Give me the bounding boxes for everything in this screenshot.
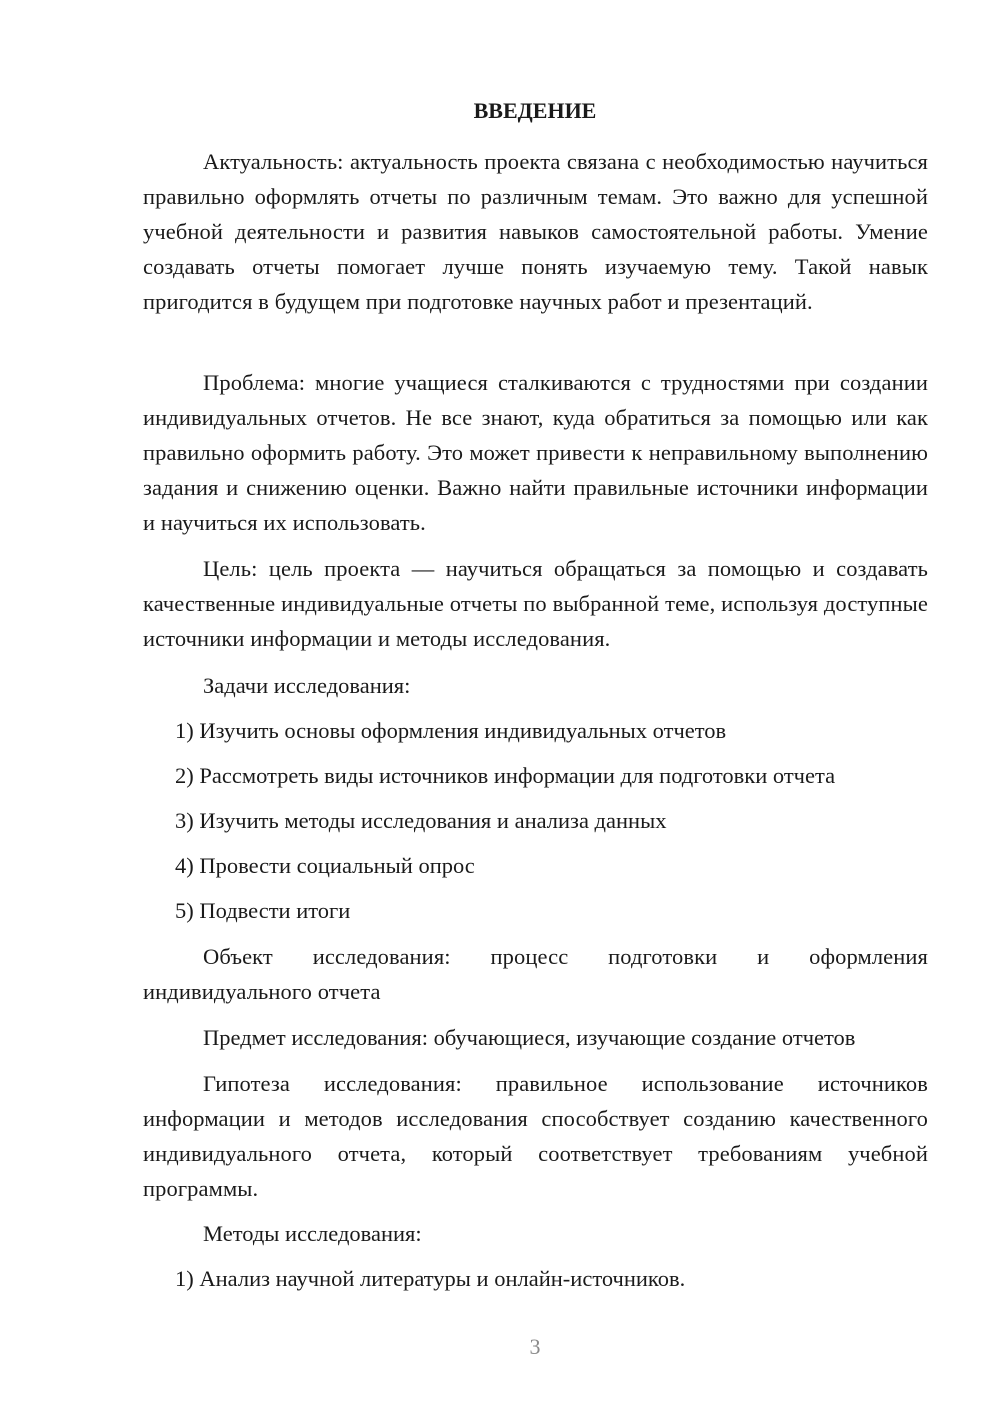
relevance-paragraph: Актуальность: актуальность проекта связана с необходимостью научиться правильно оформлять отчеты по различным темам. Это важно для успешной учебной деятельности и развития навыков самостоятельной работы. Умение создавать отчеты помогает лучше понять изучаемую тему. Такой навык пригодится в будущем при подготовке научных работ и презентаций. bbox=[143, 149, 928, 314]
page-number: 3 bbox=[529, 1334, 541, 1359]
method-item-1: 1) Анализ научной литературы и онлайн-источников. bbox=[175, 1266, 686, 1291]
goal-paragraph: Цель: цель проекта — научиться обращаться за помощью и создавать качественные индивидуальные отчеты по выбранной теме, используя доступные источники информации и методы исследования. bbox=[143, 556, 928, 651]
section-heading: ВВЕДЕНИЕ bbox=[473, 98, 597, 123]
problem-paragraph: Проблема: многие учащиеся сталкиваются с трудностями при создании индивидуальных отчетов. Не все знают, куда обратиться за помощью или как правильно оформить работу. Это может привести к неправильному выполнению задания и снижению оценки. Важно найти правильные источники информации и научиться их использовать. bbox=[143, 370, 928, 535]
hypothesis-paragraph: Гипотеза исследования: правильное использование источников информации и методов исследования способствует созданию качественного индивидуального отчета, который соответствует требованиям учебной программы. bbox=[143, 1071, 928, 1201]
task-item-2: 2) Рассмотреть виды источников информации для подготовки отчета bbox=[175, 763, 836, 788]
task-item-4: 4) Провести социальный опрос bbox=[175, 853, 475, 878]
task-item-5: 5) Подвести итоги bbox=[175, 898, 351, 923]
task-item-1: 1) Изучить основы оформления индивидуальных отчетов bbox=[175, 718, 727, 743]
tasks-title: Задачи исследования: bbox=[203, 673, 411, 698]
task-item-3: 3) Изучить методы исследования и анализа данных bbox=[175, 808, 667, 833]
subject-paragraph: Предмет исследования: обучающиеся, изучающие создание отчетов bbox=[203, 1025, 856, 1050]
methods-title: Методы исследования: bbox=[203, 1221, 422, 1246]
object-paragraph: Объект исследования: процесс подготовки и оформления индивидуального отчета bbox=[143, 944, 928, 1004]
